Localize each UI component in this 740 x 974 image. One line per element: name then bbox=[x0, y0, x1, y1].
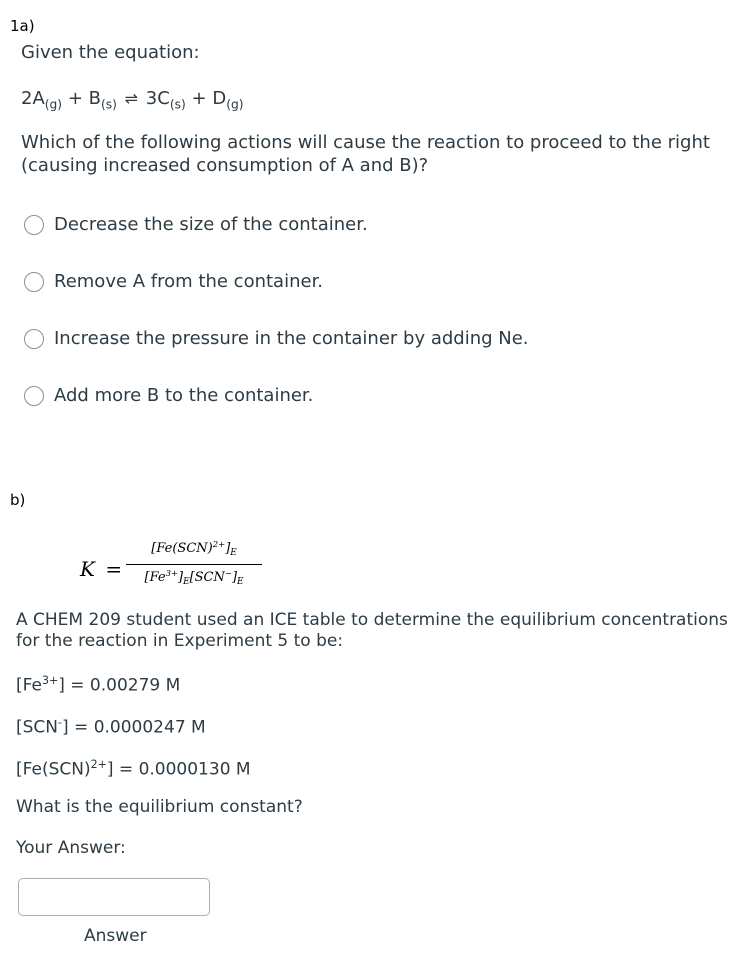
conc-fe-charge: 3+ bbox=[41, 674, 59, 687]
question-ask: What is the equilibrium constant? bbox=[16, 797, 303, 817]
plus-sign: + bbox=[191, 88, 207, 109]
conc-scn-value: ] = 0.0000247 M bbox=[62, 717, 206, 738]
product-c: 3C bbox=[145, 88, 170, 109]
conc-fe-species: [Fe bbox=[16, 675, 42, 696]
description-line1: A CHEM 209 student used an ICE table to determine the equilibrium concentrations bbox=[16, 610, 728, 630]
conc-fe-value: ] = 0.00279 M bbox=[58, 675, 181, 696]
question-intro: Given the equation: bbox=[21, 42, 200, 63]
option-label: Increase the pressure in the container by adding Ne. bbox=[54, 328, 529, 349]
question-text-line1: Which of the following actions will cause the reaction to proceed to the right bbox=[21, 132, 710, 153]
k-symbol bbox=[80, 557, 122, 581]
denominator-fe-subscript: E bbox=[183, 577, 190, 588]
option-label: Decrease the size of the container. bbox=[54, 214, 368, 235]
concentration-fe bbox=[16, 674, 180, 696]
denominator-scn: [SCN bbox=[189, 570, 225, 586]
option-label: Add more B to the container. bbox=[54, 385, 314, 406]
denominator-fe-bracket: ] bbox=[178, 570, 184, 586]
radio-button[interactable] bbox=[24, 329, 44, 349]
option-2[interactable] bbox=[24, 271, 323, 292]
denominator-fe: [Fe bbox=[144, 570, 166, 586]
conc-fescn-species: [Fe(SCN) bbox=[16, 759, 91, 780]
denominator-scn-charge: − bbox=[224, 568, 232, 578]
formula-numerator bbox=[126, 539, 262, 558]
answer-input[interactable] bbox=[18, 878, 210, 916]
reactant-a: 2A bbox=[21, 88, 45, 109]
question-number-b: b) bbox=[10, 491, 26, 509]
denominator-scn-subscript: E bbox=[237, 577, 244, 588]
numerator-bracket: ] bbox=[225, 541, 231, 557]
conc-fescn-charge: 2+ bbox=[90, 758, 107, 771]
concentration-fescn bbox=[16, 758, 251, 780]
numerator-charge: 2+ bbox=[212, 539, 226, 549]
numerator-subscript: E bbox=[230, 548, 237, 559]
option-4[interactable] bbox=[24, 385, 313, 406]
reactant-b-state: (s) bbox=[101, 97, 117, 112]
formula-denominator bbox=[126, 568, 262, 587]
conc-scn-species: [SCN bbox=[16, 717, 59, 738]
option-label: Remove A from the container. bbox=[54, 271, 324, 292]
reactant-a-state: (g) bbox=[44, 97, 63, 112]
radio-button[interactable] bbox=[24, 272, 44, 292]
k-letter: K bbox=[80, 557, 95, 581]
product-d: D bbox=[212, 88, 227, 109]
description-line2: for the reaction in Experiment 5 to be: bbox=[16, 631, 344, 651]
fraction-bar bbox=[126, 564, 262, 565]
plus-sign: + bbox=[67, 88, 83, 109]
radio-button[interactable] bbox=[24, 215, 44, 235]
chemical-equation bbox=[21, 88, 244, 111]
conc-scn-charge: - bbox=[58, 716, 63, 729]
option-1[interactable] bbox=[24, 214, 368, 235]
conc-fescn-value: ] = 0.0000130 M bbox=[106, 759, 251, 780]
question-text-line2: (causing increased consumption of A and B)? bbox=[21, 155, 429, 176]
equals-sign: = bbox=[105, 557, 123, 581]
reactant-b: B bbox=[88, 88, 101, 109]
answer-button[interactable]: Answer bbox=[84, 926, 147, 946]
product-d-state: (g) bbox=[226, 97, 244, 112]
denominator-scn-bracket: ] bbox=[231, 570, 238, 586]
equilibrium-arrow-icon: ⇌ bbox=[124, 89, 139, 108]
numerator-species: [Fe(SCN) bbox=[151, 541, 213, 557]
product-c-state: (s) bbox=[169, 97, 186, 112]
question-number-1a: 1a) bbox=[10, 17, 35, 35]
your-answer-label: Your Answer: bbox=[16, 838, 126, 858]
radio-button[interactable] bbox=[24, 386, 44, 406]
option-3[interactable] bbox=[24, 328, 529, 349]
concentration-scn bbox=[16, 716, 206, 738]
denominator-fe-charge: 3+ bbox=[165, 568, 179, 578]
